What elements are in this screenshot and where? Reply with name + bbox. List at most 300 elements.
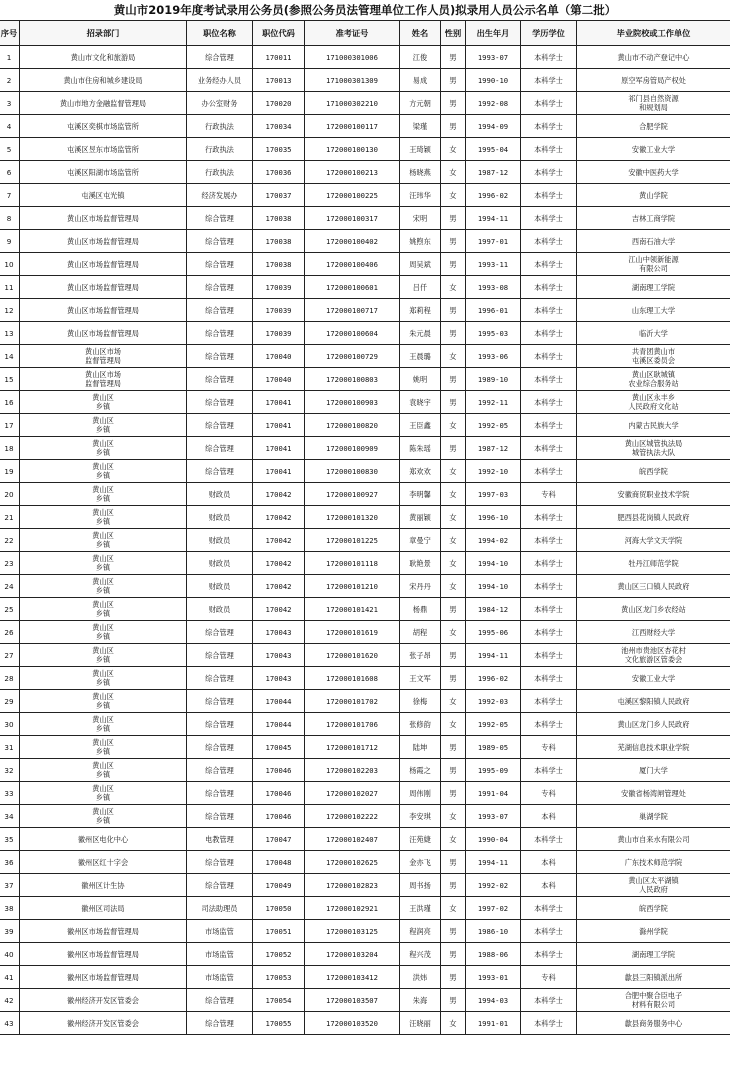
cell-ticket: 172000100903	[305, 391, 400, 414]
cell-position-code: 170042	[253, 575, 305, 598]
cell-birth: 1992-08	[466, 92, 521, 115]
cell-name: 郑欢欢	[400, 460, 441, 483]
cell-education: 本科学士	[521, 897, 577, 920]
cell-education: 本科学士	[521, 667, 577, 690]
cell-position: 财政员	[187, 552, 253, 575]
table-row	[0, 276, 730, 299]
cell-gender: 女	[441, 552, 466, 575]
cell-school: 黄山区三口镇人民政府	[577, 575, 730, 598]
cell-education: 本科学士	[521, 552, 577, 575]
cell-name: 李明馨	[400, 483, 441, 506]
table-row	[0, 414, 730, 437]
cell-school: 西南石油大学	[577, 230, 730, 253]
cell-position: 财政员	[187, 483, 253, 506]
cell-gender: 女	[441, 805, 466, 828]
header-position-code: 职位代码	[253, 21, 305, 46]
cell-name: 杨晓燕	[400, 161, 441, 184]
cell-no: 25	[0, 598, 20, 621]
cell-birth: 1997-03	[466, 483, 521, 506]
cell-birth: 1989-05	[466, 736, 521, 759]
cell-no: 34	[0, 805, 20, 828]
cell-no: 38	[0, 897, 20, 920]
cell-ticket: 172000100830	[305, 460, 400, 483]
cell-position: 综合管理	[187, 345, 253, 368]
table-row	[0, 368, 730, 391]
cell-birth: 1994-11	[466, 207, 521, 230]
cell-gender: 女	[441, 276, 466, 299]
cell-dept: 黄山区市场 监督管理局	[20, 345, 187, 368]
cell-no: 5	[0, 138, 20, 161]
cell-ticket: 172000100130	[305, 138, 400, 161]
cell-education: 本科学士	[521, 184, 577, 207]
cell-no: 16	[0, 391, 20, 414]
cell-name: 易成	[400, 69, 441, 92]
cell-position: 司法助理员	[187, 897, 253, 920]
table-row	[0, 1012, 730, 1035]
cell-ticket: 172000102625	[305, 851, 400, 874]
cell-birth: 1988-06	[466, 943, 521, 966]
cell-position-code: 170042	[253, 529, 305, 552]
cell-school: 肥西县花岗镇人民政府	[577, 506, 730, 529]
cell-birth: 1994-11	[466, 851, 521, 874]
table-row	[0, 506, 730, 529]
cell-ticket: 172000100927	[305, 483, 400, 506]
cell-education: 本科学士	[521, 690, 577, 713]
cell-position: 综合管理	[187, 299, 253, 322]
cell-name: 宋明	[400, 207, 441, 230]
table-header-row	[0, 21, 730, 46]
cell-ticket: 172000102222	[305, 805, 400, 828]
cell-position: 电教管理	[187, 828, 253, 851]
cell-no: 33	[0, 782, 20, 805]
cell-education: 本科	[521, 805, 577, 828]
cell-dept: 黄山区 乡镇	[20, 644, 187, 667]
cell-name: 宋丹丹	[400, 575, 441, 598]
cell-dept: 黄山区 乡镇	[20, 460, 187, 483]
cell-name: 袁晓宇	[400, 391, 441, 414]
cell-dept: 徽州区市场监督管理局	[20, 943, 187, 966]
cell-dept: 黄山区 乡镇	[20, 529, 187, 552]
cell-no: 9	[0, 230, 20, 253]
cell-position-code: 170038	[253, 207, 305, 230]
cell-no: 6	[0, 161, 20, 184]
cell-birth: 1994-09	[466, 115, 521, 138]
cell-position-code: 170048	[253, 851, 305, 874]
cell-ticket: 172000100729	[305, 345, 400, 368]
cell-name: 陈朱瑶	[400, 437, 441, 460]
cell-dept: 黄山区 乡镇	[20, 506, 187, 529]
cell-gender: 男	[441, 782, 466, 805]
cell-gender: 女	[441, 161, 466, 184]
cell-ticket: 172000101118	[305, 552, 400, 575]
cell-school: 共青团黄山市 屯溪区委员会	[577, 345, 730, 368]
cell-education: 本科学士	[521, 989, 577, 1012]
cell-birth: 1987-12	[466, 437, 521, 460]
cell-ticket: 172000100213	[305, 161, 400, 184]
cell-birth: 1992-02	[466, 874, 521, 897]
cell-position-code: 170042	[253, 483, 305, 506]
cell-ticket: 172000103204	[305, 943, 400, 966]
cell-name: 王晨璐	[400, 345, 441, 368]
cell-name: 朱元晨	[400, 322, 441, 345]
cell-ticket: 172000102027	[305, 782, 400, 805]
cell-birth: 1993-07	[466, 46, 521, 69]
cell-birth: 1987-12	[466, 161, 521, 184]
cell-name: 洪炜	[400, 966, 441, 989]
table-row	[0, 437, 730, 460]
cell-education: 本科学士	[521, 920, 577, 943]
table-row	[0, 161, 730, 184]
cell-position: 综合管理	[187, 713, 253, 736]
cell-gender: 女	[441, 828, 466, 851]
cell-gender: 女	[441, 184, 466, 207]
cell-no: 23	[0, 552, 20, 575]
cell-no: 31	[0, 736, 20, 759]
cell-school: 山东理工大学	[577, 299, 730, 322]
cell-position-code: 170053	[253, 966, 305, 989]
cell-dept: 屯溪区奕棋市场监管所	[20, 115, 187, 138]
cell-ticket: 172000103125	[305, 920, 400, 943]
cell-dept: 黄山区 乡镇	[20, 736, 187, 759]
cell-birth: 1993-01	[466, 966, 521, 989]
cell-ticket: 172000100909	[305, 437, 400, 460]
cell-name: 姚煦东	[400, 230, 441, 253]
cell-position: 行政执法	[187, 161, 253, 184]
cell-gender: 女	[441, 713, 466, 736]
cell-dept: 黄山区市场监督管理局	[20, 207, 187, 230]
cell-gender: 男	[441, 230, 466, 253]
cell-no: 32	[0, 759, 20, 782]
cell-no: 7	[0, 184, 20, 207]
cell-position-code: 170055	[253, 1012, 305, 1035]
cell-school: 黄山区龙门乡人民政府	[577, 713, 730, 736]
cell-no: 17	[0, 414, 20, 437]
cell-gender: 男	[441, 299, 466, 322]
cell-school: 皖西学院	[577, 897, 730, 920]
cell-dept: 黄山区 乡镇	[20, 414, 187, 437]
cell-school: 屯溪区黎阳镇人民政府	[577, 690, 730, 713]
table-row	[0, 529, 730, 552]
cell-ticket: 172000102921	[305, 897, 400, 920]
cell-no: 3	[0, 92, 20, 115]
cell-gender: 男	[441, 920, 466, 943]
cell-education: 本科	[521, 874, 577, 897]
cell-ticket: 172000101620	[305, 644, 400, 667]
cell-school: 黄山区城管执法局 城管执法大队	[577, 437, 730, 460]
cell-birth: 1995-06	[466, 621, 521, 644]
cell-school: 皖西学院	[577, 460, 730, 483]
cell-position: 综合管理	[187, 460, 253, 483]
cell-dept: 徽州区计生协	[20, 874, 187, 897]
cell-position: 财政员	[187, 598, 253, 621]
cell-no: 19	[0, 460, 20, 483]
table-row	[0, 759, 730, 782]
cell-position-code: 170034	[253, 115, 305, 138]
cell-name: 李安琪	[400, 805, 441, 828]
cell-ticket: 172000101210	[305, 575, 400, 598]
cell-birth: 1995-04	[466, 138, 521, 161]
table-row	[0, 966, 730, 989]
cell-dept: 黄山区市场监督管理局	[20, 276, 187, 299]
cell-dept: 黄山区 乡镇	[20, 575, 187, 598]
table-row	[0, 69, 730, 92]
cell-no: 26	[0, 621, 20, 644]
cell-position-code: 170035	[253, 138, 305, 161]
cell-no: 20	[0, 483, 20, 506]
cell-gender: 女	[441, 138, 466, 161]
header-position: 职位名称	[187, 21, 253, 46]
header-birth: 出生年月	[466, 21, 521, 46]
cell-school: 江西财经大学	[577, 621, 730, 644]
cell-position: 综合管理	[187, 253, 253, 276]
cell-gender: 男	[441, 943, 466, 966]
table-row	[0, 253, 730, 276]
cell-education: 本科学士	[521, 460, 577, 483]
cell-school: 广东技术师范学院	[577, 851, 730, 874]
cell-no: 36	[0, 851, 20, 874]
cell-no: 28	[0, 667, 20, 690]
table-row	[0, 598, 730, 621]
cell-birth: 1997-01	[466, 230, 521, 253]
cell-name: 梁瑾	[400, 115, 441, 138]
document-title: 黄山市2019年度考试录用公务员(参照公务员法管理单位工作人员)拟录用人员公示名单（第二批）	[113, 3, 617, 17]
cell-position: 行政执法	[187, 115, 253, 138]
cell-ticket: 172000100717	[305, 299, 400, 322]
cell-school: 黄山区太平湖镇 人民政府	[577, 874, 730, 897]
cell-name: 胡程	[400, 621, 441, 644]
cell-birth: 1996-02	[466, 184, 521, 207]
cell-position-code: 170049	[253, 874, 305, 897]
cell-school: 合肥中聚合臣电子 材料有限公司	[577, 989, 730, 1012]
cell-gender: 男	[441, 115, 466, 138]
cell-position-code: 170046	[253, 782, 305, 805]
cell-position-code: 170052	[253, 943, 305, 966]
cell-dept: 屯溪区阳湖市场监管所	[20, 161, 187, 184]
cell-education: 本科学士	[521, 828, 577, 851]
cell-position-code: 170040	[253, 345, 305, 368]
cell-gender: 女	[441, 483, 466, 506]
cell-school: 安徽工业大学	[577, 138, 730, 161]
cell-birth: 1995-09	[466, 759, 521, 782]
cell-gender: 男	[441, 253, 466, 276]
table-row	[0, 782, 730, 805]
cell-gender: 男	[441, 736, 466, 759]
cell-gender: 男	[441, 391, 466, 414]
cell-name: 朱海	[400, 989, 441, 1012]
cell-position-code: 170043	[253, 667, 305, 690]
cell-no: 22	[0, 529, 20, 552]
cell-name: 章曼宁	[400, 529, 441, 552]
cell-ticket: 172000103412	[305, 966, 400, 989]
cell-position-code: 170013	[253, 69, 305, 92]
cell-position: 财政员	[187, 506, 253, 529]
cell-position-code: 170043	[253, 621, 305, 644]
cell-school: 河海大学文天学院	[577, 529, 730, 552]
cell-position: 经济发展办	[187, 184, 253, 207]
cell-birth: 1991-01	[466, 1012, 521, 1035]
cell-dept: 黄山区 乡镇	[20, 759, 187, 782]
cell-ticket: 172000102407	[305, 828, 400, 851]
cell-birth: 1995-03	[466, 322, 521, 345]
cell-gender: 男	[441, 437, 466, 460]
table-row	[0, 575, 730, 598]
cell-position-code: 170039	[253, 276, 305, 299]
cell-ticket: 172000101320	[305, 506, 400, 529]
cell-ticket: 172000101421	[305, 598, 400, 621]
cell-position-code: 170039	[253, 322, 305, 345]
cell-ticket: 172000100820	[305, 414, 400, 437]
cell-position-code: 170044	[253, 690, 305, 713]
cell-birth: 1993-06	[466, 345, 521, 368]
cell-school: 江山中领新能源 有限公司	[577, 253, 730, 276]
cell-gender: 男	[441, 667, 466, 690]
cell-education: 专科	[521, 782, 577, 805]
cell-position-code: 170046	[253, 805, 305, 828]
cell-dept: 黄山市文化和旅游局	[20, 46, 187, 69]
cell-school: 黄山区耿城镇 农业综合服务站	[577, 368, 730, 391]
cell-education: 本科学士	[521, 230, 577, 253]
cell-birth: 1986-10	[466, 920, 521, 943]
cell-education: 本科学士	[521, 69, 577, 92]
table-row	[0, 736, 730, 759]
cell-education: 本科学士	[521, 161, 577, 184]
cell-education: 本科学士	[521, 414, 577, 437]
cell-school: 芜湖信息技术职业学院	[577, 736, 730, 759]
cell-education: 本科学士	[521, 46, 577, 69]
cell-school: 黄山学院	[577, 184, 730, 207]
cell-school: 安徽商贸职业技术学院	[577, 483, 730, 506]
cell-ticket: 172000100406	[305, 253, 400, 276]
cell-education: 本科学士	[521, 598, 577, 621]
table-row	[0, 345, 730, 368]
table-row	[0, 483, 730, 506]
cell-education: 本科学士	[521, 138, 577, 161]
cell-no: 2	[0, 69, 20, 92]
cell-birth: 1993-08	[466, 276, 521, 299]
cell-no: 18	[0, 437, 20, 460]
cell-gender: 女	[441, 460, 466, 483]
cell-education: 本科学士	[521, 345, 577, 368]
cell-dept: 徽州经济开发区管委会	[20, 1012, 187, 1035]
cell-name: 耿艳景	[400, 552, 441, 575]
cell-school: 黄山市自来水有限公司	[577, 828, 730, 851]
cell-no: 29	[0, 690, 20, 713]
cell-ticket: 172000101619	[305, 621, 400, 644]
cell-birth: 1990-10	[466, 69, 521, 92]
cell-birth: 1992-05	[466, 414, 521, 437]
cell-gender: 女	[441, 345, 466, 368]
cell-birth: 1992-10	[466, 460, 521, 483]
cell-ticket: 171000301006	[305, 46, 400, 69]
cell-birth: 1991-04	[466, 782, 521, 805]
cell-dept: 屯溪区屯光镇	[20, 184, 187, 207]
cell-name: 杨鼎	[400, 598, 441, 621]
cell-school: 黄山市不动产登记中心	[577, 46, 730, 69]
cell-birth: 1992-05	[466, 713, 521, 736]
cell-education: 本科	[521, 851, 577, 874]
cell-position: 市场监管	[187, 943, 253, 966]
table-row	[0, 92, 730, 115]
table-row	[0, 851, 730, 874]
cell-name: 周书扬	[400, 874, 441, 897]
cell-position-code: 170038	[253, 253, 305, 276]
cell-gender: 女	[441, 621, 466, 644]
cell-position: 综合管理	[187, 621, 253, 644]
cell-ticket: 172000103520	[305, 1012, 400, 1035]
cell-name: 王文军	[400, 667, 441, 690]
cell-ticket: 172000100601	[305, 276, 400, 299]
cell-dept: 黄山区 乡镇	[20, 552, 187, 575]
cell-name: 王臣鑫	[400, 414, 441, 437]
cell-name: 徐梅	[400, 690, 441, 713]
cell-ticket: 172000102823	[305, 874, 400, 897]
cell-gender: 女	[441, 897, 466, 920]
cell-position-code: 170043	[253, 644, 305, 667]
header-ticket: 准考证号	[305, 21, 400, 46]
cell-dept: 黄山区市场监督管理局	[20, 230, 187, 253]
cell-position-code: 170038	[253, 230, 305, 253]
cell-education: 本科学士	[521, 506, 577, 529]
table-row	[0, 621, 730, 644]
cell-no: 10	[0, 253, 20, 276]
cell-gender: 男	[441, 989, 466, 1012]
cell-position: 综合管理	[187, 1012, 253, 1035]
cell-dept: 徽州区市场监督管理局	[20, 920, 187, 943]
cell-position: 行政执法	[187, 138, 253, 161]
header-gender: 性别	[441, 21, 466, 46]
cell-ticket: 172000100225	[305, 184, 400, 207]
cell-name: 黄丽颖	[400, 506, 441, 529]
table-row	[0, 828, 730, 851]
cell-name: 汪玮华	[400, 184, 441, 207]
cell-position: 业务经办人员	[187, 69, 253, 92]
cell-no: 11	[0, 276, 20, 299]
cell-school: 安徽中医药大学	[577, 161, 730, 184]
cell-ticket: 171000301309	[305, 69, 400, 92]
cell-position: 市场监管	[187, 966, 253, 989]
cell-position-code: 170041	[253, 437, 305, 460]
table-row	[0, 115, 730, 138]
cell-position-code: 170039	[253, 299, 305, 322]
table-body	[0, 46, 730, 1035]
cell-birth: 1994-10	[466, 552, 521, 575]
cell-name: 张修韵	[400, 713, 441, 736]
cell-no: 42	[0, 989, 20, 1012]
cell-position: 综合管理	[187, 667, 253, 690]
cell-position: 综合管理	[187, 644, 253, 667]
cell-education: 本科学士	[521, 368, 577, 391]
cell-position: 综合管理	[187, 207, 253, 230]
cell-dept: 黄山区市场 监督管理局	[20, 368, 187, 391]
cell-birth: 1996-02	[466, 667, 521, 690]
cell-education: 本科学士	[521, 644, 577, 667]
table-row	[0, 460, 730, 483]
cell-position-code: 170040	[253, 368, 305, 391]
header-school: 毕业院校或工作单位	[577, 21, 730, 46]
cell-birth: 1990-04	[466, 828, 521, 851]
cell-position-code: 170047	[253, 828, 305, 851]
table-row	[0, 874, 730, 897]
cell-position-code: 170042	[253, 598, 305, 621]
cell-school: 吉林工商学院	[577, 207, 730, 230]
cell-dept: 黄山区市场监督管理局	[20, 322, 187, 345]
cell-gender: 女	[441, 529, 466, 552]
cell-ticket: 172000100117	[305, 115, 400, 138]
cell-position-code: 170020	[253, 92, 305, 115]
cell-birth: 1993-11	[466, 253, 521, 276]
cell-dept: 徽州区市场监督管理局	[20, 966, 187, 989]
cell-education: 本科学士	[521, 253, 577, 276]
